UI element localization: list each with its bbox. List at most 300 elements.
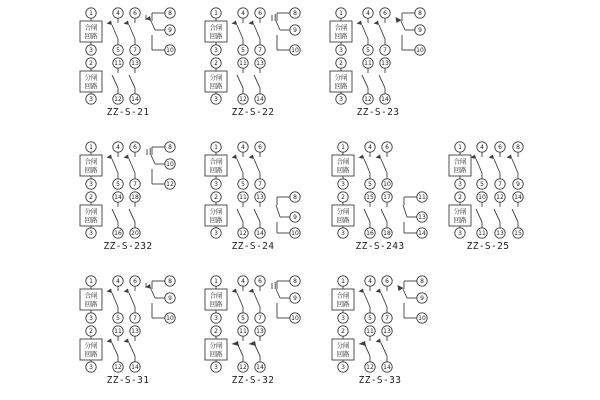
terminal-4 [363, 8, 373, 18]
svg-text:2: 2 [341, 194, 345, 202]
closing-circuit-box [80, 21, 102, 42]
terminal-14 [255, 362, 265, 372]
terminal-8 [415, 8, 425, 18]
svg-text:5: 5 [241, 181, 245, 189]
svg-text:18: 18 [383, 230, 391, 238]
svg-text:8: 8 [420, 278, 424, 286]
no-contact-symbol [359, 152, 371, 179]
svg-text:回路: 回路 [336, 216, 350, 224]
terminal-6 [495, 142, 505, 152]
terminal-10 [165, 159, 175, 169]
terminal-7 [255, 45, 265, 55]
svg-text:回路: 回路 [453, 216, 467, 224]
no-contact-symbol [112, 202, 118, 228]
terminal-10 [165, 45, 175, 55]
terminal-14 [130, 362, 140, 372]
changeover-contact-symbol [403, 192, 427, 238]
svg-text:4: 4 [241, 144, 245, 152]
terminal-12 [238, 362, 248, 372]
terminal-10 [415, 45, 425, 55]
svg-text:13: 13 [256, 328, 264, 336]
terminal-12 [238, 228, 248, 238]
svg-text:分闸: 分闸 [453, 207, 467, 216]
terminal-2 [211, 192, 221, 202]
no-contact-symbol [357, 18, 369, 45]
opening-circuit-box [330, 71, 352, 92]
opening-circuit-box [80, 71, 102, 92]
relay-diagram-zz-s-21 [78, 2, 178, 122]
no-contact-symbol [494, 202, 500, 228]
svg-text:4: 4 [241, 278, 245, 286]
terminal-3 [86, 362, 96, 372]
svg-text:4: 4 [116, 278, 120, 286]
svg-text:1: 1 [89, 10, 93, 18]
svg-text:3: 3 [339, 47, 343, 55]
svg-text:回路: 回路 [336, 300, 350, 308]
svg-text:4: 4 [116, 10, 120, 18]
terminal-5 [363, 45, 373, 55]
svg-text:10: 10 [291, 230, 299, 238]
svg-text:回路: 回路 [84, 166, 98, 174]
terminal-10 [477, 192, 487, 202]
terminal-15 [365, 192, 375, 202]
diagram-svg [203, 270, 303, 374]
relay-diagram-zz-s-23 [328, 2, 428, 122]
svg-text:5: 5 [368, 315, 372, 323]
terminal-11 [238, 326, 248, 336]
svg-text:3: 3 [89, 181, 93, 189]
diagram-label: ZZ-S-243 [355, 241, 405, 252]
svg-text:11: 11 [239, 328, 247, 336]
svg-text:2: 2 [214, 194, 218, 202]
svg-text:6: 6 [383, 10, 387, 18]
terminal-14 [130, 94, 140, 104]
svg-text:10: 10 [418, 315, 426, 323]
terminal-1 [338, 276, 348, 286]
svg-text:7: 7 [383, 47, 387, 55]
terminal-12 [165, 179, 175, 189]
svg-text:4: 4 [368, 278, 372, 286]
no-contact-symbol [249, 286, 261, 313]
terminal-6 [255, 276, 265, 286]
terminal-10 [290, 313, 300, 323]
svg-text:11: 11 [364, 60, 372, 68]
svg-text:3: 3 [89, 230, 93, 238]
svg-text:3: 3 [214, 47, 218, 55]
svg-text:16: 16 [366, 230, 374, 238]
terminal-13 [255, 326, 265, 336]
svg-text:回路: 回路 [84, 350, 98, 358]
no-contact-symbol [112, 68, 118, 94]
terminal-1 [211, 8, 221, 18]
terminal-8 [417, 276, 427, 286]
svg-text:18: 18 [131, 194, 139, 202]
svg-text:14: 14 [418, 230, 426, 238]
svg-text:1: 1 [341, 144, 345, 152]
terminal-12 [113, 94, 123, 104]
svg-text:12: 12 [239, 364, 247, 372]
svg-text:1: 1 [458, 144, 462, 152]
terminal-5 [113, 45, 123, 55]
closing-circuit-box [80, 289, 102, 310]
svg-text:分闸: 分闸 [84, 341, 98, 350]
no-contact-symbol [249, 336, 261, 362]
terminal-11 [365, 326, 375, 336]
terminal-18 [382, 228, 392, 238]
no-contact-symbol [364, 202, 370, 228]
terminal-17 [382, 192, 392, 202]
no-contact-symbol [507, 152, 519, 179]
svg-text:10: 10 [166, 47, 174, 55]
svg-text:合闸: 合闸 [336, 291, 350, 300]
svg-text:合闸: 合闸 [84, 23, 98, 32]
svg-text:回路: 回路 [84, 300, 98, 308]
svg-text:9: 9 [293, 214, 297, 222]
terminal-1 [455, 142, 465, 152]
terminal-3 [338, 179, 348, 189]
svg-text:回路: 回路 [453, 166, 467, 174]
svg-text:3: 3 [214, 181, 218, 189]
terminal-13 [130, 326, 140, 336]
terminal-13 [255, 58, 265, 68]
svg-text:10: 10 [291, 47, 299, 55]
no-contact-symbol [232, 152, 244, 179]
terminal-7 [380, 45, 390, 55]
svg-text:合闸: 合闸 [336, 157, 350, 166]
terminal-13 [382, 326, 392, 336]
no-contact-symbol [232, 336, 244, 362]
terminal-7 [130, 313, 140, 323]
terminal-9 [417, 293, 427, 303]
svg-text:回路: 回路 [334, 82, 348, 90]
svg-text:3: 3 [89, 315, 93, 323]
svg-text:8: 8 [418, 10, 422, 18]
terminal-9 [290, 293, 300, 303]
svg-text:5: 5 [368, 181, 372, 189]
svg-text:14: 14 [114, 194, 122, 202]
svg-text:6: 6 [133, 278, 137, 286]
terminal-13 [380, 58, 390, 68]
svg-text:10: 10 [478, 194, 486, 202]
svg-text:4: 4 [116, 144, 120, 152]
svg-text:5: 5 [480, 181, 484, 189]
terminal-3 [338, 362, 348, 372]
svg-text:2: 2 [214, 328, 218, 336]
terminal-3 [338, 228, 348, 238]
svg-text:合闸: 合闸 [209, 291, 223, 300]
terminal-2 [338, 326, 348, 336]
terminal-2 [86, 58, 96, 68]
no-contact-symbol [237, 202, 243, 228]
svg-text:7: 7 [133, 315, 137, 323]
terminal-9 [415, 25, 425, 35]
terminal-6 [130, 8, 140, 18]
terminal-20 [130, 228, 140, 238]
no-contact-symbol [376, 152, 388, 179]
svg-text:分闸: 分闸 [209, 207, 223, 216]
svg-text:20: 20 [131, 230, 139, 238]
svg-text:7: 7 [385, 315, 389, 323]
terminal-18 [130, 192, 140, 202]
svg-text:2: 2 [339, 60, 343, 68]
closing-circuit-box [449, 155, 471, 176]
terminal-8 [165, 276, 175, 286]
svg-text:2: 2 [214, 60, 218, 68]
terminal-11 [477, 228, 487, 238]
svg-text:6: 6 [258, 144, 262, 152]
svg-text:6: 6 [385, 278, 389, 286]
svg-text:8: 8 [168, 278, 172, 286]
svg-text:5: 5 [241, 47, 245, 55]
no-contact-symbol [379, 68, 385, 94]
diagram-svg [78, 270, 178, 374]
no-contact-symbol [374, 18, 386, 45]
svg-text:1: 1 [214, 278, 218, 286]
relay-diagram-zz-s-33 [330, 270, 430, 390]
svg-text:回路: 回路 [209, 350, 223, 358]
svg-text:1: 1 [214, 10, 218, 18]
svg-text:11: 11 [418, 194, 426, 202]
diagram-label: ZZ-S-22 [231, 107, 275, 118]
terminal-13 [255, 192, 265, 202]
relay-diagram-zz-s-25 [448, 136, 528, 256]
terminal-4 [365, 276, 375, 286]
terminal-7 [382, 313, 392, 323]
terminal-14 [417, 228, 427, 238]
svg-text:12: 12 [114, 364, 122, 372]
terminal-2 [455, 192, 465, 202]
svg-text:7: 7 [258, 315, 262, 323]
relay-diagram-zz-s-31 [78, 270, 178, 390]
svg-text:7: 7 [133, 47, 137, 55]
svg-text:7: 7 [498, 181, 502, 189]
terminal-8 [290, 276, 300, 286]
svg-text:8: 8 [293, 278, 297, 286]
svg-text:合闸: 合闸 [209, 157, 223, 166]
svg-text:13: 13 [418, 214, 426, 222]
svg-text:11: 11 [478, 230, 486, 238]
terminal-6 [130, 142, 140, 152]
svg-text:合闸: 合闸 [84, 291, 98, 300]
terminal-13 [417, 212, 427, 222]
terminal-16 [113, 228, 123, 238]
terminal-11 [113, 326, 123, 336]
terminal-3 [211, 313, 221, 323]
terminal-14 [513, 192, 523, 202]
changeover-contact-symbol [398, 276, 428, 323]
svg-text:14: 14 [131, 364, 139, 372]
diagram-label: ZZ-S-21 [106, 107, 150, 118]
svg-text:3: 3 [341, 230, 345, 238]
opening-circuit-box [332, 205, 354, 226]
svg-text:4: 4 [368, 144, 372, 152]
svg-text:17: 17 [383, 194, 391, 202]
svg-text:7: 7 [258, 181, 262, 189]
svg-text:回路: 回路 [209, 300, 223, 308]
terminal-14 [113, 192, 123, 202]
svg-text:6: 6 [133, 144, 137, 152]
no-contact-symbol [107, 152, 119, 179]
diagram-label: ZZ-S-23 [356, 107, 400, 118]
terminal-9 [165, 293, 175, 303]
svg-text:6: 6 [258, 278, 262, 286]
terminal-3 [86, 45, 96, 55]
no-contact-symbol [381, 202, 387, 228]
no-contact-symbol [107, 336, 119, 362]
closing-circuit-box [330, 21, 352, 42]
svg-text:7: 7 [258, 47, 262, 55]
no-contact-symbol [249, 18, 261, 45]
svg-text:15: 15 [514, 230, 522, 238]
terminal-5 [113, 179, 123, 189]
terminal-15 [513, 228, 523, 238]
terminal-9 [290, 25, 300, 35]
svg-text:1: 1 [89, 278, 93, 286]
changeover-contact-symbol [272, 276, 300, 323]
no-contact-symbol [107, 18, 119, 45]
terminal-3 [211, 94, 221, 104]
terminal-2 [211, 58, 221, 68]
svg-text:5: 5 [116, 47, 120, 55]
terminal-3 [86, 228, 96, 238]
no-contact-symbol [362, 68, 368, 94]
terminal-4 [113, 8, 123, 18]
no-contact-symbol [232, 286, 244, 313]
terminal-1 [86, 276, 96, 286]
terminal-10 [165, 313, 175, 323]
svg-text:5: 5 [366, 47, 370, 55]
svg-text:12: 12 [496, 194, 504, 202]
diagram-svg [330, 136, 430, 240]
closing-circuit-box [205, 155, 227, 176]
changeover-contact-symbol [147, 142, 175, 189]
terminal-1 [86, 8, 96, 18]
terminal-4 [238, 8, 248, 18]
svg-text:8: 8 [168, 10, 172, 18]
terminal-4 [238, 276, 248, 286]
terminal-12 [495, 192, 505, 202]
svg-text:16: 16 [114, 230, 122, 238]
svg-text:1: 1 [341, 278, 345, 286]
svg-text:10: 10 [416, 47, 424, 55]
svg-text:9: 9 [418, 27, 422, 35]
terminal-14 [382, 362, 392, 372]
svg-text:10: 10 [166, 315, 174, 323]
svg-text:10: 10 [383, 181, 391, 189]
svg-text:4: 4 [366, 10, 370, 18]
svg-text:分闸: 分闸 [209, 73, 223, 82]
svg-text:合闸: 合闸 [84, 157, 98, 166]
svg-text:3: 3 [89, 364, 93, 372]
svg-text:3: 3 [214, 315, 218, 323]
no-contact-symbol [376, 336, 388, 362]
svg-text:合闸: 合闸 [334, 23, 348, 32]
terminal-10 [382, 179, 392, 189]
svg-text:1: 1 [339, 10, 343, 18]
terminal-11 [113, 58, 123, 68]
svg-text:13: 13 [496, 230, 504, 238]
svg-text:3: 3 [89, 96, 93, 104]
diagram-svg [203, 136, 303, 240]
svg-text:9: 9 [420, 295, 424, 303]
terminal-5 [365, 313, 375, 323]
svg-text:9: 9 [168, 27, 172, 35]
diagram-label: ZZ-S-24 [231, 241, 275, 252]
svg-text:11: 11 [239, 194, 247, 202]
opening-circuit-box [205, 205, 227, 226]
relay-diagram-zz-s-22 [203, 2, 303, 122]
no-contact-symbol [254, 68, 260, 94]
svg-text:6: 6 [385, 144, 389, 152]
svg-text:回路: 回路 [209, 82, 223, 90]
diagram-svg [330, 270, 430, 374]
terminal-3 [211, 362, 221, 372]
svg-text:回路: 回路 [209, 216, 223, 224]
svg-text:7: 7 [133, 181, 137, 189]
terminal-16 [365, 228, 375, 238]
terminal-5 [238, 45, 248, 55]
opening-circuit-box [449, 205, 471, 226]
svg-text:2: 2 [341, 328, 345, 336]
svg-text:14: 14 [256, 230, 264, 238]
no-contact-symbol [489, 152, 501, 179]
svg-text:3: 3 [89, 47, 93, 55]
svg-text:14: 14 [514, 194, 522, 202]
terminal-4 [477, 142, 487, 152]
terminal-3 [211, 45, 221, 55]
svg-text:4: 4 [241, 10, 245, 18]
svg-text:3: 3 [341, 181, 345, 189]
svg-text:12: 12 [364, 96, 372, 104]
opening-circuit-box [332, 339, 354, 360]
terminal-11 [238, 192, 248, 202]
diagram-label: ZZ-S-232 [103, 241, 153, 252]
svg-text:5: 5 [116, 315, 120, 323]
svg-text:11: 11 [114, 60, 122, 68]
relay-diagram-zz-s-243 [330, 136, 430, 256]
diagram-label: ZZ-S-32 [231, 375, 275, 386]
terminal-3 [86, 94, 96, 104]
svg-text:3: 3 [214, 96, 218, 104]
no-contact-symbol [107, 286, 119, 313]
terminal-5 [113, 313, 123, 323]
terminal-5 [238, 179, 248, 189]
svg-text:11: 11 [366, 328, 374, 336]
diagram-svg [78, 136, 178, 240]
no-contact-symbol [124, 152, 136, 179]
svg-text:10: 10 [166, 161, 174, 169]
closing-circuit-box [205, 21, 227, 42]
terminal-6 [382, 276, 392, 286]
terminal-3 [455, 179, 465, 189]
svg-text:分闸: 分闸 [336, 341, 350, 350]
terminal-1 [211, 276, 221, 286]
svg-text:8: 8 [168, 144, 172, 152]
terminal-8 [165, 8, 175, 18]
svg-text:13: 13 [131, 328, 139, 336]
terminal-14 [380, 94, 390, 104]
diagram-svg [78, 2, 178, 106]
svg-text:11: 11 [114, 328, 122, 336]
terminal-7 [255, 313, 265, 323]
svg-text:12: 12 [366, 364, 374, 372]
svg-text:2: 2 [89, 328, 93, 336]
opening-circuit-box [80, 339, 102, 360]
no-contact-symbol [359, 286, 371, 313]
terminal-8 [165, 142, 175, 152]
svg-text:分闸: 分闸 [84, 207, 98, 216]
terminal-14 [255, 228, 265, 238]
